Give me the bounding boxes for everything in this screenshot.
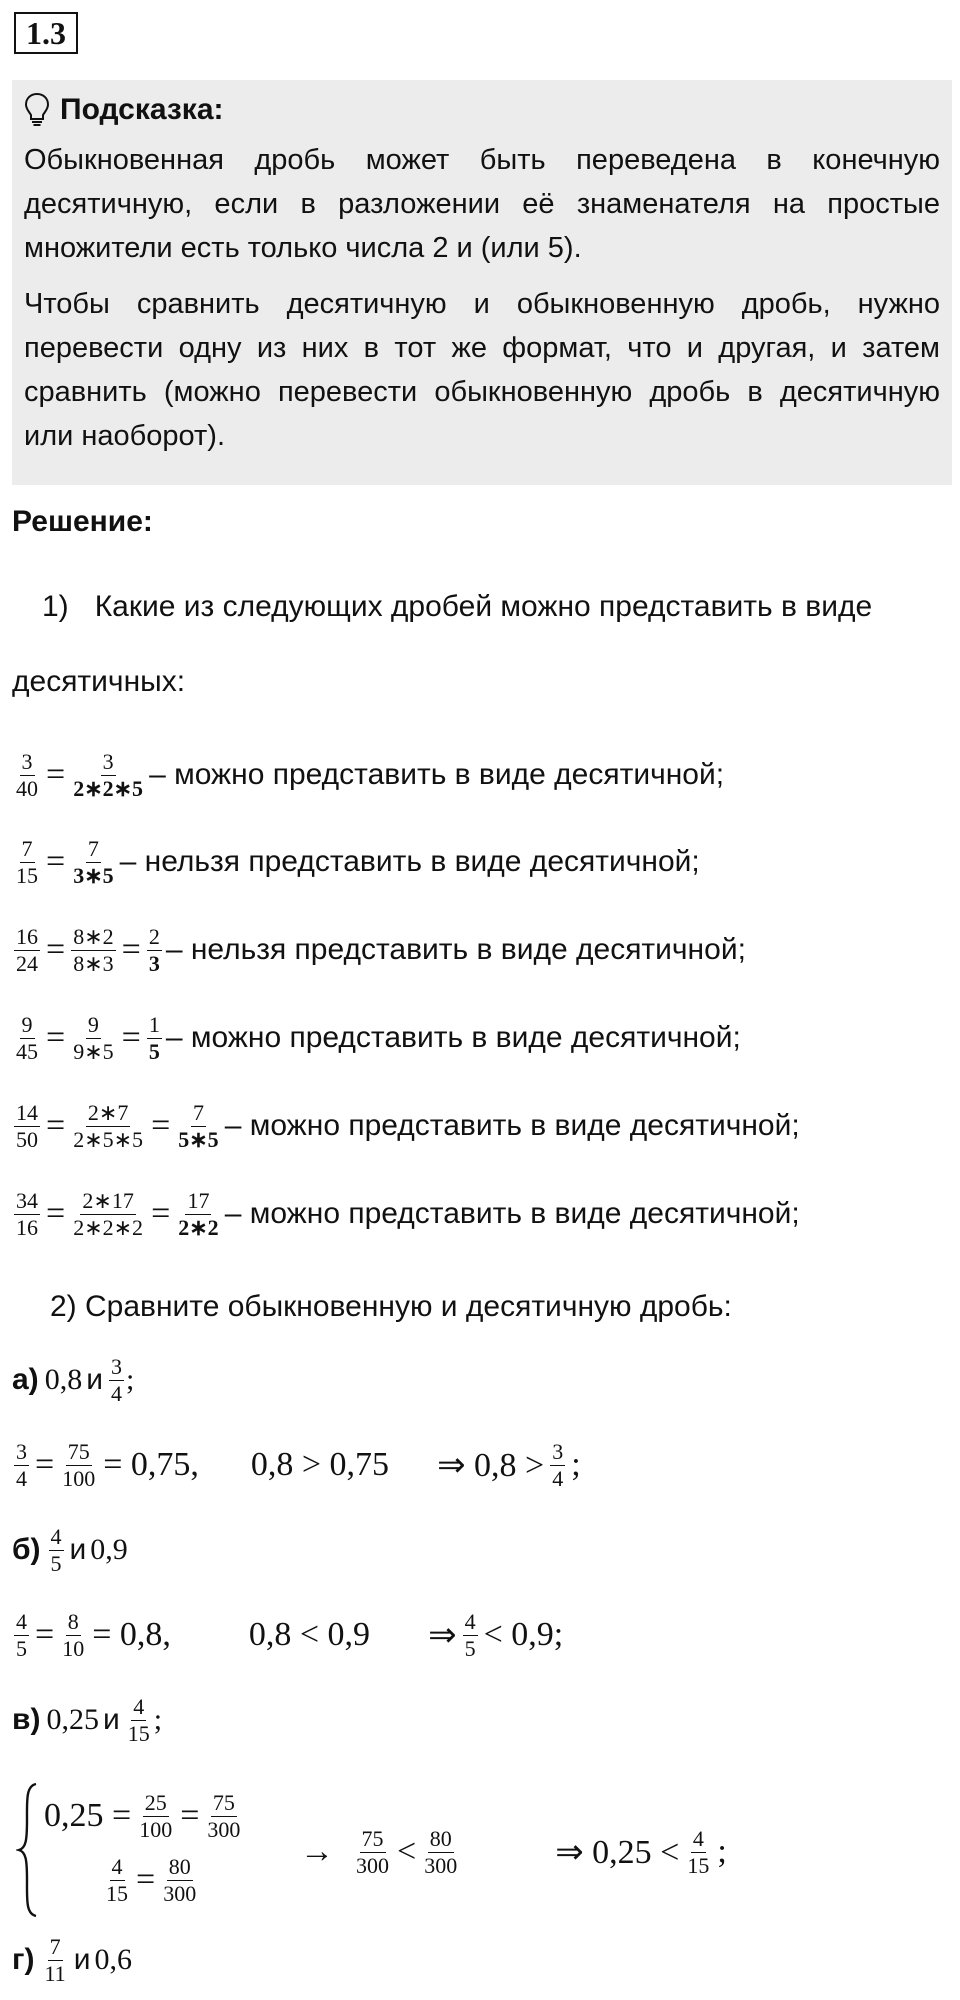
conclusion: ⇒ (428, 1617, 457, 1654)
fraction-row (12, 735, 724, 815)
fraction-row-text: – нельзя представить в виде десятичной; (165, 933, 746, 966)
fraction-row-text: – можно представить в виде десятичной; (165, 1021, 741, 1054)
fraction: $\frac{2∗7}{2∗5∗5}$ (73, 1099, 144, 1152)
fraction-row-text: – можно представить в виде десятичной; (224, 1197, 800, 1230)
fraction-row-text: – можно представить в виде десятичной; (149, 758, 725, 791)
part-b-calculation: $\frac{4}{5}$ = $\frac{8}{10}$ = 0,8, 0,8 < 0,9 ⇒ $\frac{4}{5}$ < 0,9; (16, 1608, 564, 1661)
arrow-icon: → (300, 1833, 334, 1870)
comparison: 0,8 > 0,75 (250, 1446, 390, 1483)
fraction: $\frac{17}{2∗2}$ (178, 1187, 219, 1240)
solution-title: Решение: (12, 505, 153, 538)
fraction: $\frac{4}{15}$ (687, 1825, 710, 1878)
fraction: $\frac{3}{4}$ (16, 1438, 27, 1491)
question-1 (42, 590, 872, 624)
conjunction: и (69, 1533, 87, 1566)
fraction-row (12, 1086, 800, 1166)
fraction: $\frac{9}{9∗5}$ (73, 1011, 114, 1064)
question-2: 2) Сравните обыкновенную и десятичную дробь: (50, 1290, 732, 1323)
fraction: $\frac{3}{2∗2∗5}$ (73, 748, 144, 801)
decimal-value: 0,8 (44, 1363, 83, 1396)
question-number: 1) (42, 590, 69, 623)
question-text: Какие из следующих дробей можно представить в виде (94, 590, 873, 623)
fraction: $\frac{75}{300}$ (207, 1789, 241, 1842)
hint-box (12, 80, 952, 485)
result-text: = 0,75, (103, 1446, 199, 1483)
part-label: а) (12, 1363, 39, 1396)
fraction: $\frac{9}{45}$ (16, 1011, 38, 1064)
system-line-1: 0,25 = $\frac{25}{100}$ = $\frac{75}{300}$ (44, 1789, 241, 1842)
fraction: $\frac{3}{40}$ (16, 748, 38, 801)
part-label: б) (12, 1533, 41, 1566)
conclusion: ⇒ 0,25 < (555, 1834, 680, 1871)
fraction: $\frac{34}{16}$ (16, 1187, 38, 1240)
hint-title: Подсказка: (60, 93, 224, 126)
fraction: $\frac{7}{5∗5}$ (178, 1099, 219, 1152)
part-a-statement (12, 1340, 134, 1420)
part-v-system (16, 1780, 916, 1920)
fraction: $\frac{4}{5}$ (16, 1608, 27, 1661)
fraction: $\frac{75}{100}$ (62, 1438, 96, 1491)
equals-sign: = (46, 843, 66, 880)
equals-sign: = (46, 1019, 66, 1056)
fraction: $\frac{3}{4}$ (552, 1438, 564, 1491)
fraction: $\frac{4}{5}$ (464, 1608, 476, 1661)
equals-sign: = (46, 756, 66, 793)
punctuation: ; (571, 1446, 581, 1483)
hint-paragraph: Чтобы сравнить десятичную и обыкновенную дробь, нужно перевести одну из них в тот же формат, что и другая, и затем сравнить (можно перевести обыкновенную дробь в десятичную или наоборот). (24, 288, 940, 452)
equals-sign: = (151, 1107, 171, 1144)
fraction: $\frac{75}{300}$ (356, 1825, 389, 1878)
equals-sign: = (151, 1195, 171, 1232)
fraction-row-text: – нельзя представить в виде десятичной; (119, 845, 700, 878)
fraction: $\frac{8}{10}$ (62, 1608, 85, 1661)
fraction-row (12, 998, 741, 1078)
hint-title-row (24, 88, 940, 132)
fraction-row (12, 1174, 800, 1254)
fraction: $\frac{25}{100}$ (139, 1789, 173, 1842)
equals-sign: = (121, 1019, 141, 1056)
fraction: $\frac{7}{11}$ (44, 1933, 66, 1986)
fraction: $\frac{1}{5}$ (148, 1011, 160, 1064)
decimal-value: 0,6 (94, 1943, 132, 1976)
lightbulb-icon (24, 92, 50, 128)
part-label: г) (12, 1943, 35, 1976)
fraction: $\frac{16}{24}$ (16, 923, 38, 976)
decimal-value: 0,9 (90, 1533, 128, 1566)
comparison-tail: < 0,9; (483, 1616, 564, 1653)
system-result (296, 1820, 731, 1884)
question-text-continued: десятичных: (12, 665, 186, 698)
curly-brace-icon (16, 1780, 40, 1920)
part-g-statement (12, 1920, 132, 2000)
fraction: $\frac{14}{50}$ (16, 1099, 38, 1152)
result-text: = 0,8, (92, 1616, 171, 1653)
fraction: $\frac{4}{15}$ (127, 1693, 150, 1746)
equals-sign: = (121, 931, 141, 968)
fraction: $\frac{2}{3}$ (148, 923, 160, 976)
task-number: 1.3 (14, 12, 78, 54)
fraction: $\frac{8∗2}{8∗3}$ (73, 923, 114, 976)
conjunction: и (86, 1363, 103, 1396)
part-a-calculation: $\frac{3}{4}$ = $\frac{75}{100}$ = 0,75, 0,8 > 0,75 ⇒ 0,8 > $\frac{3}{4}$ ; (16, 1438, 581, 1491)
conclusion: ⇒ 0,8 > (437, 1447, 545, 1484)
punctuation: ; (717, 1833, 727, 1870)
less-than: < (397, 1833, 417, 1870)
punctuation: ; (125, 1363, 135, 1396)
comparison: 0,8 < 0,9 (248, 1616, 371, 1653)
fraction: $\frac{3}{4}$ (110, 1353, 122, 1406)
equals-sign: = (46, 931, 66, 968)
hint-paragraph: Обыкновенная дробь может быть переведена в конечную десятичную, если в разложении её знаменателя на простые множители есть только числа 2 и (или 5). (24, 144, 940, 264)
fraction-row (12, 910, 746, 990)
fraction: $\frac{7}{15}$ (16, 835, 38, 888)
part-label: в) (12, 1703, 41, 1736)
fraction: $\frac{4}{5}$ (50, 1523, 62, 1576)
conjunction: и (102, 1703, 120, 1736)
expression: 0,25 = (44, 1797, 132, 1834)
punctuation: ; (153, 1703, 163, 1736)
fraction: $\frac{80}{300}$ (424, 1825, 458, 1878)
part-v-statement (12, 1680, 162, 1760)
conjunction: и (73, 1943, 91, 1976)
decimal-value: 0,25 (46, 1703, 99, 1736)
part-b-statement (12, 1510, 128, 1590)
equals-sign: = (46, 1195, 66, 1232)
fraction: $\frac{80}{300}$ (163, 1853, 197, 1906)
fraction: $\frac{2∗17}{2∗2∗2}$ (73, 1187, 144, 1240)
equals-sign: = (46, 1107, 66, 1144)
fraction: $\frac{7}{3∗5}$ (73, 835, 114, 888)
system-line-2: $\frac{4}{15}$ = $\frac{80}{300}$ (106, 1853, 197, 1906)
fraction: $\frac{4}{15}$ (106, 1853, 128, 1906)
fraction-row-text: – можно представить в виде десятичной; (224, 1109, 800, 1142)
fraction-row (12, 822, 700, 902)
